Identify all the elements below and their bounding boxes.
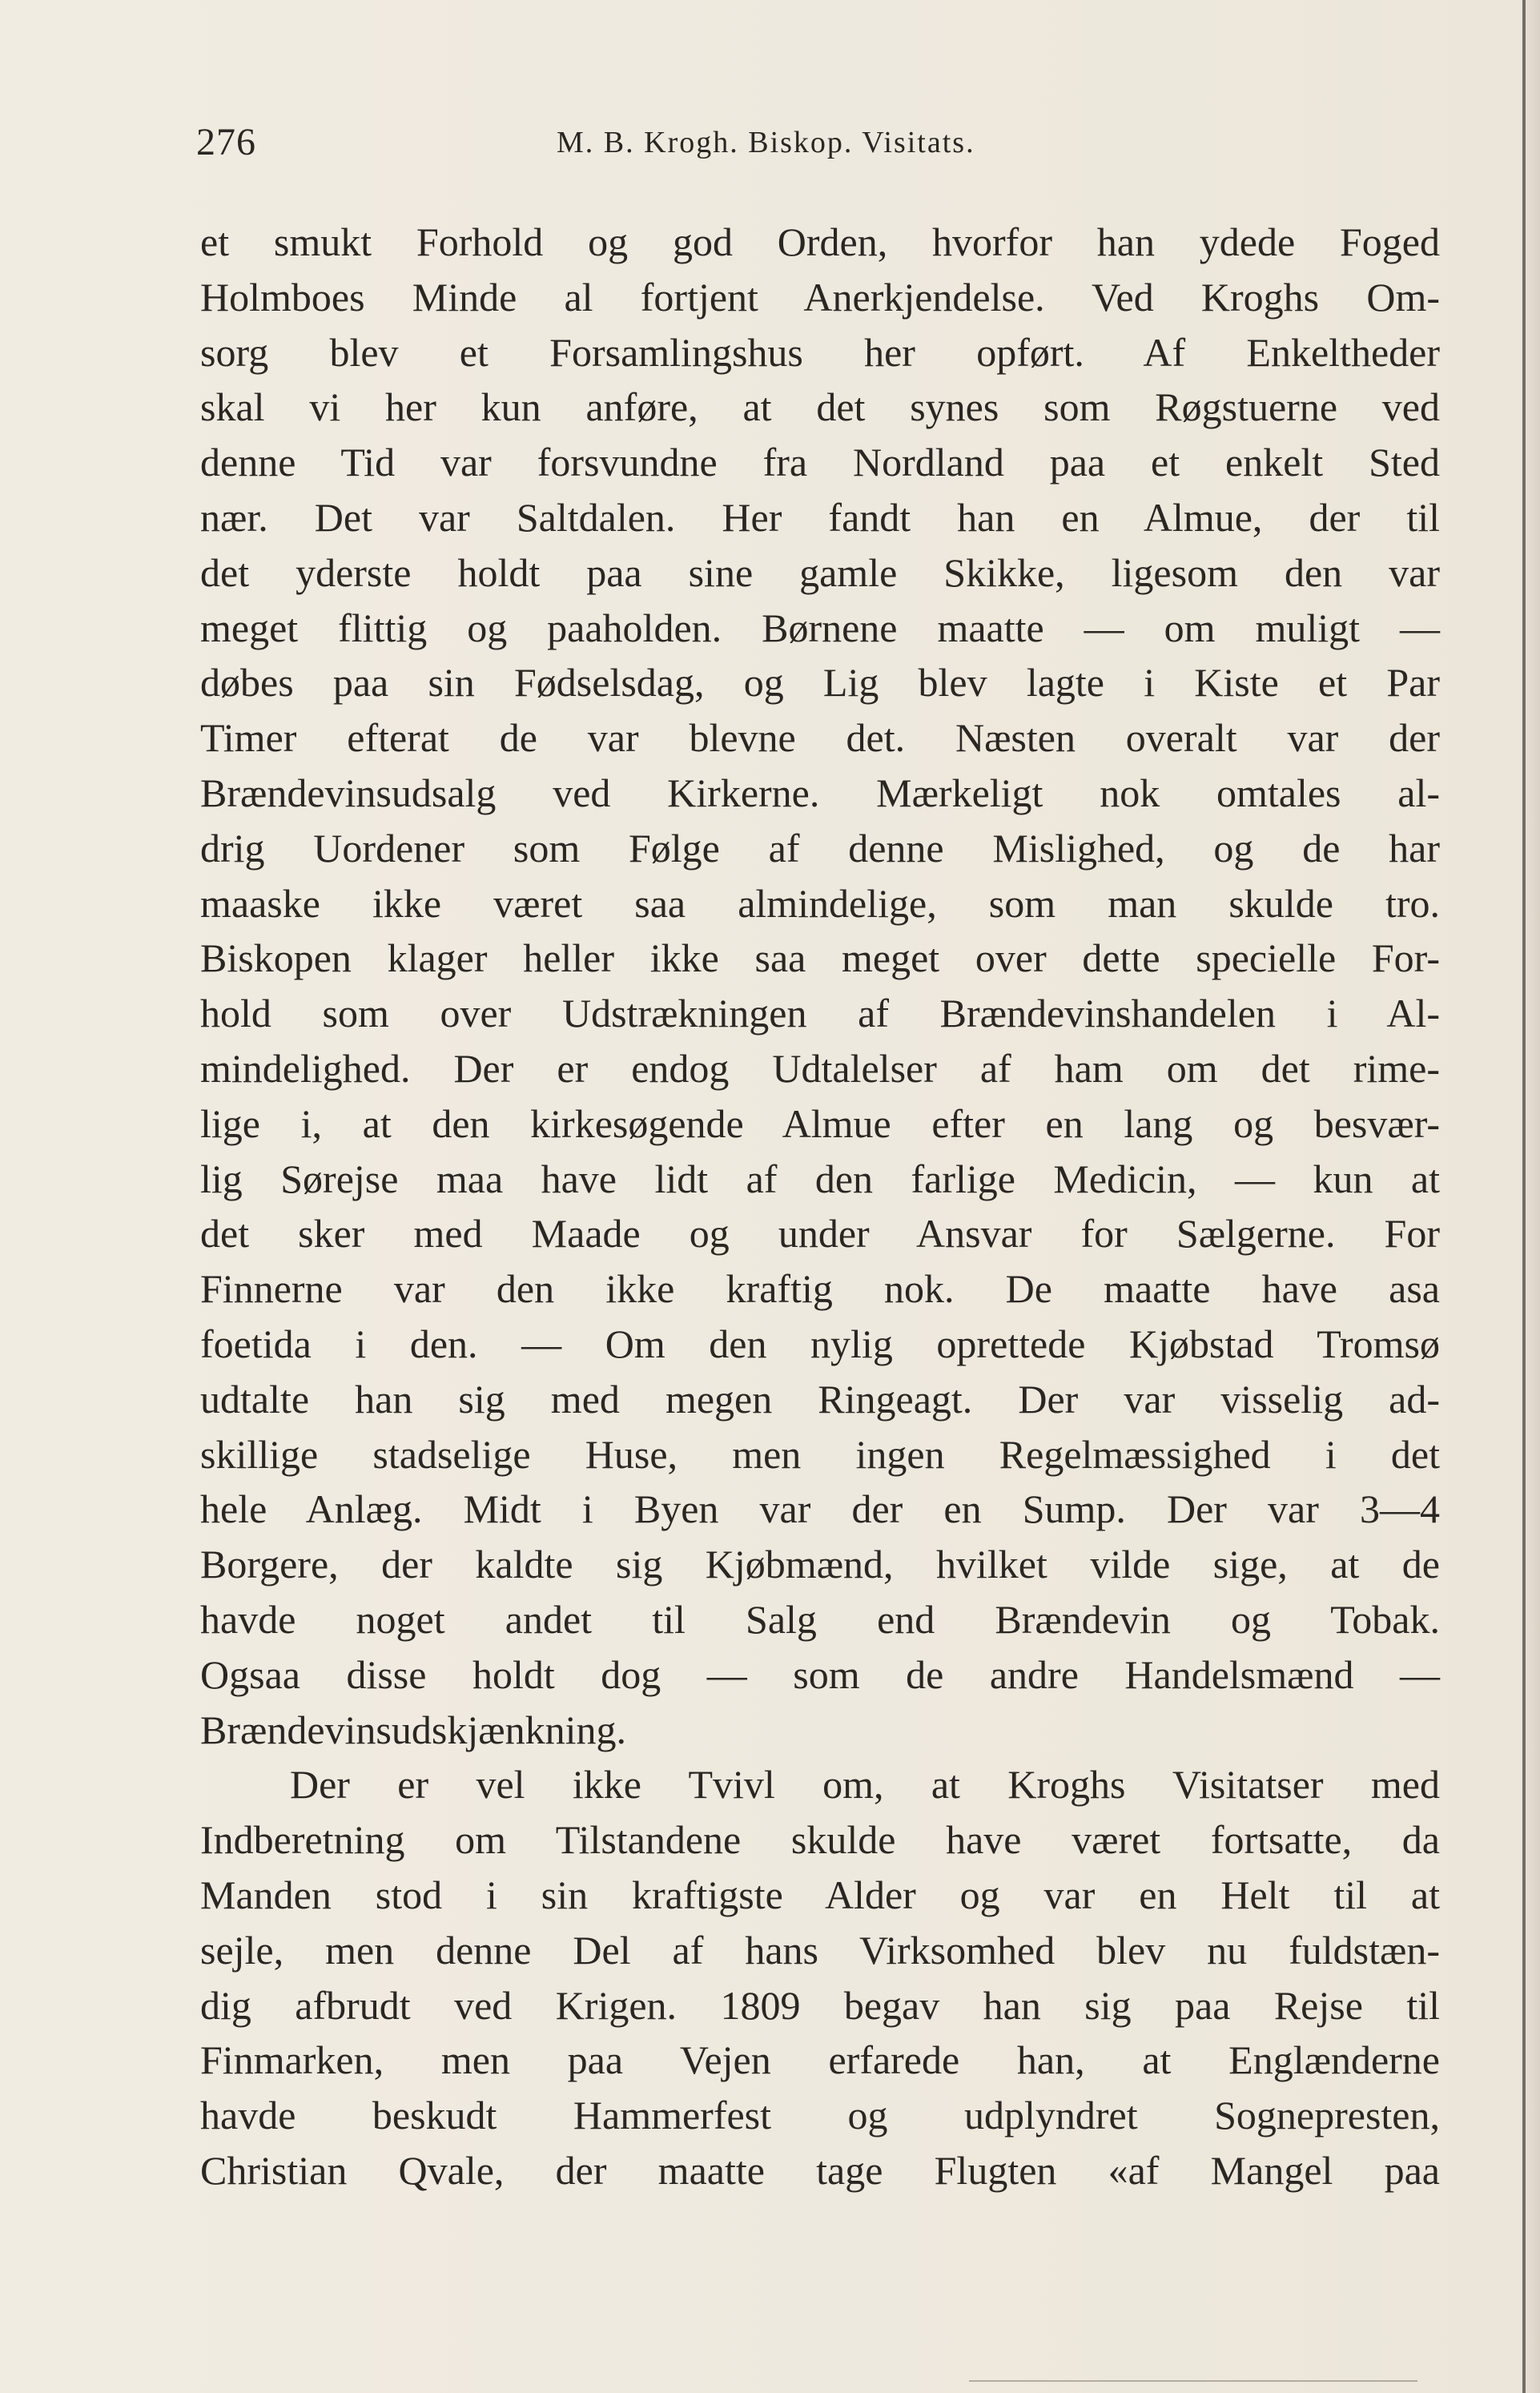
text-line: sejle, men denne Del af hans Virksomhed blev nu fuldstæn- — [200, 1927, 1440, 1973]
page-header — [196, 120, 1454, 176]
scan-artifact-line — [969, 2380, 1417, 2382]
text-line: denne Tid var forsvundne fra Nordland paa et enkelt Sted — [200, 440, 1440, 485]
text-line: døbes paa sin Fødselsdag, og Lig blev lagte i Kiste et Par — [200, 660, 1440, 706]
text-line: sorg blev et Forsamlingshus her opført. Af Enkeltheder — [200, 329, 1440, 375]
text-line: Brændevinsudsalg ved Kirkerne. Mærkeligt nok omtales al- — [200, 770, 1440, 815]
text-line-paragraph-start: Der er vel ikke Tvivl om, at Kroghs Visitatser med — [290, 1762, 1440, 1808]
text-line: Manden stod i sin kraftigste Alder og var en Helt til at — [200, 1872, 1440, 1917]
body-text — [200, 215, 1440, 2198]
text-line-paragraph-end: Brændevinsudskjænkning. — [200, 1707, 626, 1752]
text-line: mindelighed. Der er endog Udtalelser af ham om det rime- — [200, 1045, 1440, 1091]
text-line: et smukt Forhold og god Orden, hvorfor han ydede Foged — [200, 219, 1440, 264]
text-line: Biskopen klager heller ikke saa meget over dette specielle For- — [200, 935, 1440, 981]
text-line: Christian Qvale, der maatte tage Flugten «af Mangel paa — [200, 2147, 1440, 2193]
text-line: Finnerne var den ikke kraftig nok. De maatte have asa — [200, 1266, 1440, 1312]
text-line: havde noget andet til Salg end Brændevin og Tobak. — [200, 1596, 1440, 1642]
text-line: Timer efterat de var blevne det. Næsten overalt var der — [200, 715, 1440, 761]
text-line: lige i, at den kirkesøgende Almue efter en lang og besvær- — [200, 1100, 1440, 1146]
page-number: 276 — [196, 121, 256, 163]
text-line: det yderste holdt paa sine gamle Skikke, ligesom den var — [200, 549, 1440, 595]
text-line: drig Uordener som Følge af denne Mislighed, og de har — [200, 825, 1440, 871]
text-line: foetida i den. — Om den nylig oprettede Kjøbstad Tromsø — [200, 1321, 1440, 1366]
text-line: meget flittig og paaholden. Børnene maatte — om muligt — — [200, 605, 1440, 650]
text-line: Borgere, der kaldte sig Kjøbmænd, hvilket vilde sige, at de — [200, 1542, 1440, 1587]
text-line: Ogsaa disse holdt dog — som de andre Handelsmænd — — [200, 1651, 1440, 1697]
page-edge-shadow — [1526, 0, 1540, 2393]
text-line: lig Sørejse maa have lidt af den farlige Medicin, — kun at — [200, 1156, 1440, 1201]
text-line: havde beskudt Hammerfest og udplyndret Sognepresten, — [200, 2093, 1440, 2138]
text-line: udtalte han sig med megen Ringeagt. Der var visselig ad- — [200, 1376, 1440, 1422]
text-line: Indberetning om Tilstandene skulde have været fortsatte, da — [200, 1817, 1440, 1863]
text-line: dig afbrudt ved Krigen. 1809 begav han sig paa Rejse til — [200, 1982, 1440, 2028]
text-line: nær. Det var Saltdalen. Her fandt han en Almue, der til — [200, 494, 1440, 540]
text-line: Finmarken, men paa Vejen erfarede han, at Englænderne — [200, 2037, 1440, 2083]
text-line: Holmboes Minde al fortjent Anerkjendelse. Ved Kroghs Om- — [200, 274, 1440, 320]
text-line: skillige stadselige Huse, men ingen Regelmæssighed i det — [200, 1431, 1440, 1477]
text-line: skal vi her kun anføre, at det synes som Røgstuerne ved — [200, 384, 1440, 430]
page-edge-line — [1522, 0, 1526, 2393]
text-line: hold som over Udstrækningen af Brændevinshandelen i Al- — [200, 991, 1440, 1036]
running-head: M. B. Krogh. Biskop. Visitats. — [557, 126, 975, 159]
text-line: maaske ikke været saa almindelige, som man skulde tro. — [200, 880, 1440, 926]
text-line: det sker med Maade og under Ansvar for Sælgerne. For — [200, 1211, 1440, 1257]
text-line: hele Anlæg. Midt i Byen var der en Sump. Der var 3—4 — [200, 1486, 1440, 1532]
